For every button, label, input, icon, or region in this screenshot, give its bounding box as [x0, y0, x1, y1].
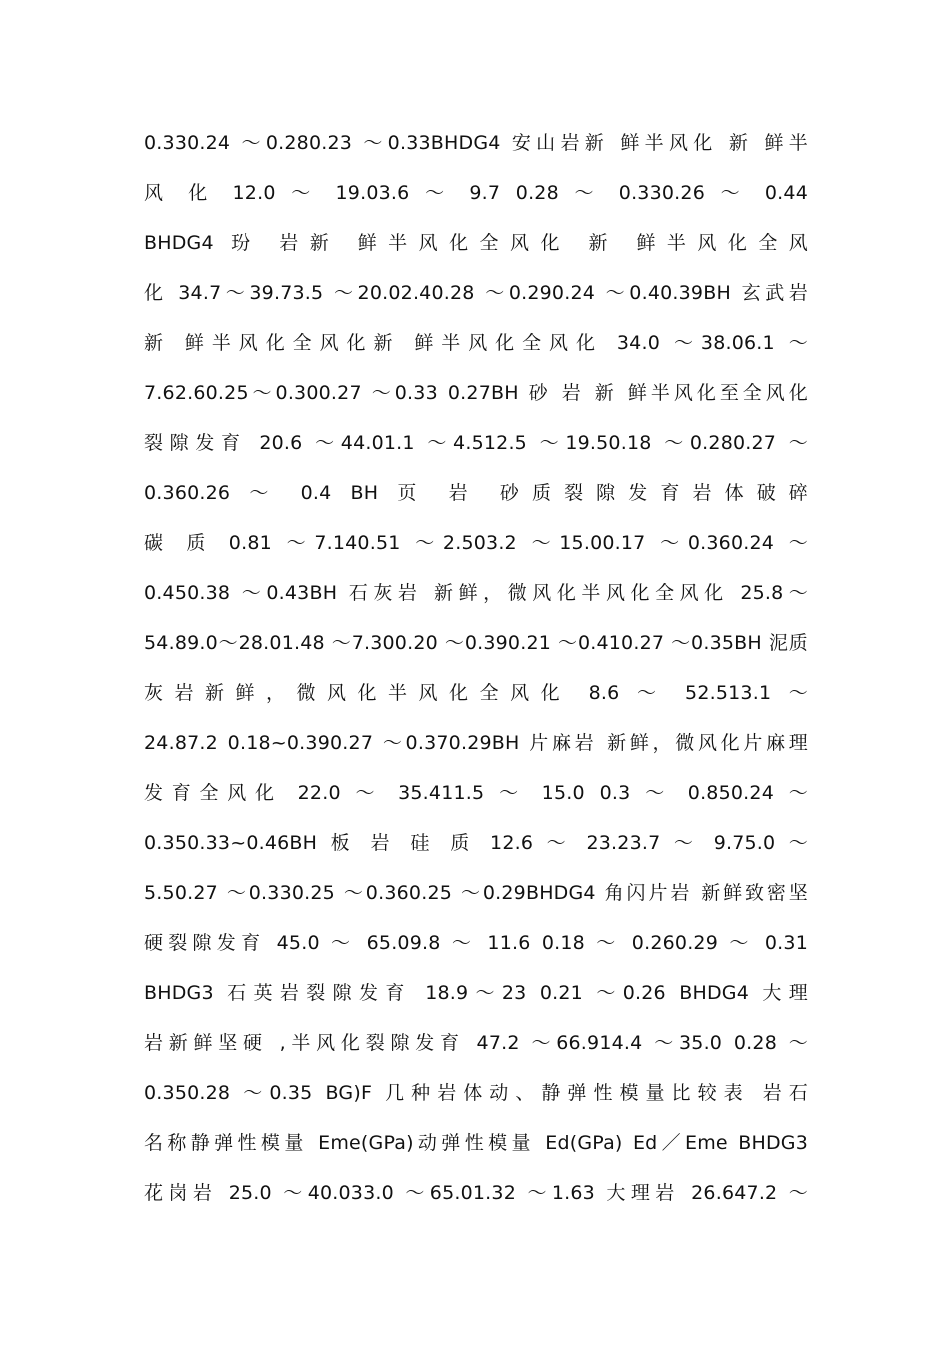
- text-line: 0.360.26 ～ 0.4 BH 页 岩 砂质裂隙发育岩体破碎: [144, 482, 808, 504]
- text-line: 0.350.28 ～0.35 BG)F 几种岩体动、静弹性模量比较表 岩石: [144, 1082, 808, 1104]
- text-body: [144, 124, 808, 1224]
- text-line: BHDG3 石英岩裂隙发育 18.9～23 0.21 ～0.26 BHDG4 大理: [144, 982, 808, 1004]
- text-line: 24.87.2 0.18~0.390.27 ～0.370.29BH 片麻岩 新鲜，微风化片麻理: [144, 732, 808, 754]
- text-line: 名称静弹性模量 Eme(GPa)动弹性模量 Ed(GPa) Ed／Eme BHDG3: [144, 1132, 808, 1154]
- text-line: 硬裂隙发育 45.0 ～ 65.09.8 ～ 11.6 0.18 ～ 0.260.29 ～ 0.31: [144, 932, 808, 954]
- text-line: 0.450.38 ～0.43BH 石灰岩 新鲜，微风化半风化全风化 25.8～: [144, 582, 808, 604]
- text-line: 7.62.60.25～0.300.27 ～0.33 0.27BH 砂 岩 新 鲜半风化至全风化: [144, 382, 808, 404]
- text-line: 新 鲜半风化全风化新 鲜半风化全风化 34.0 ～38.06.1 ～: [144, 332, 808, 354]
- text-line: BHDG4 玢 岩新 鲜半风化全风化 新 鲜半风化全风: [144, 232, 808, 254]
- text-line: 化 34.7～39.73.5 ～20.02.40.28 ～0.290.24 ～0.40.39BH 玄武岩: [144, 282, 808, 304]
- text-line: 花岗岩 25.0 ～40.033.0 ～65.01.32 ～1.63 大理岩 26.647.2 ～: [144, 1182, 808, 1204]
- text-line: 5.50.27 ～0.330.25 ～0.360.25 ～0.29BHDG4 角闪片岩 新鲜致密坚: [144, 882, 808, 904]
- text-line: 裂隙发育 20.6 ～44.01.1 ～4.512.5 ～19.50.18 ～0.280.27 ～: [144, 432, 808, 454]
- text-line: 岩新鲜坚硬 ,半风化裂隙发育 47.2 ～66.914.4 ～35.0 0.28 ～: [144, 1032, 808, 1054]
- text-line: 54.89.0～28.01.48 ～7.300.20 ～0.390.21 ～0.410.27 ～0.35BH 泥质: [144, 632, 808, 654]
- text-line: 0.350.33~0.46BH 板 岩 硅 质 12.6 ～ 23.23.7 ～ 9.75.0 ～: [144, 832, 808, 854]
- text-line: 风 化 12.0 ～ 19.03.6 ～ 9.7 0.28 ～ 0.330.26 ～ 0.44: [144, 182, 808, 204]
- text-line: 发育全风化 22.0 ～ 35.411.5 ～ 15.0 0.3 ～ 0.850.24 ～: [144, 782, 808, 804]
- text-line: 0.330.24 ～0.280.23 ～0.33BHDG4 安山岩新 鲜半风化 新 鲜半: [144, 132, 808, 154]
- text-line: 碳 质 0.81 ～7.140.51 ～2.503.2 ～15.00.17 ～0.360.24 ～: [144, 532, 808, 554]
- text-line: 灰岩新鲜，微风化半风化全风化 8.6 ～ 52.513.1 ～: [144, 682, 808, 704]
